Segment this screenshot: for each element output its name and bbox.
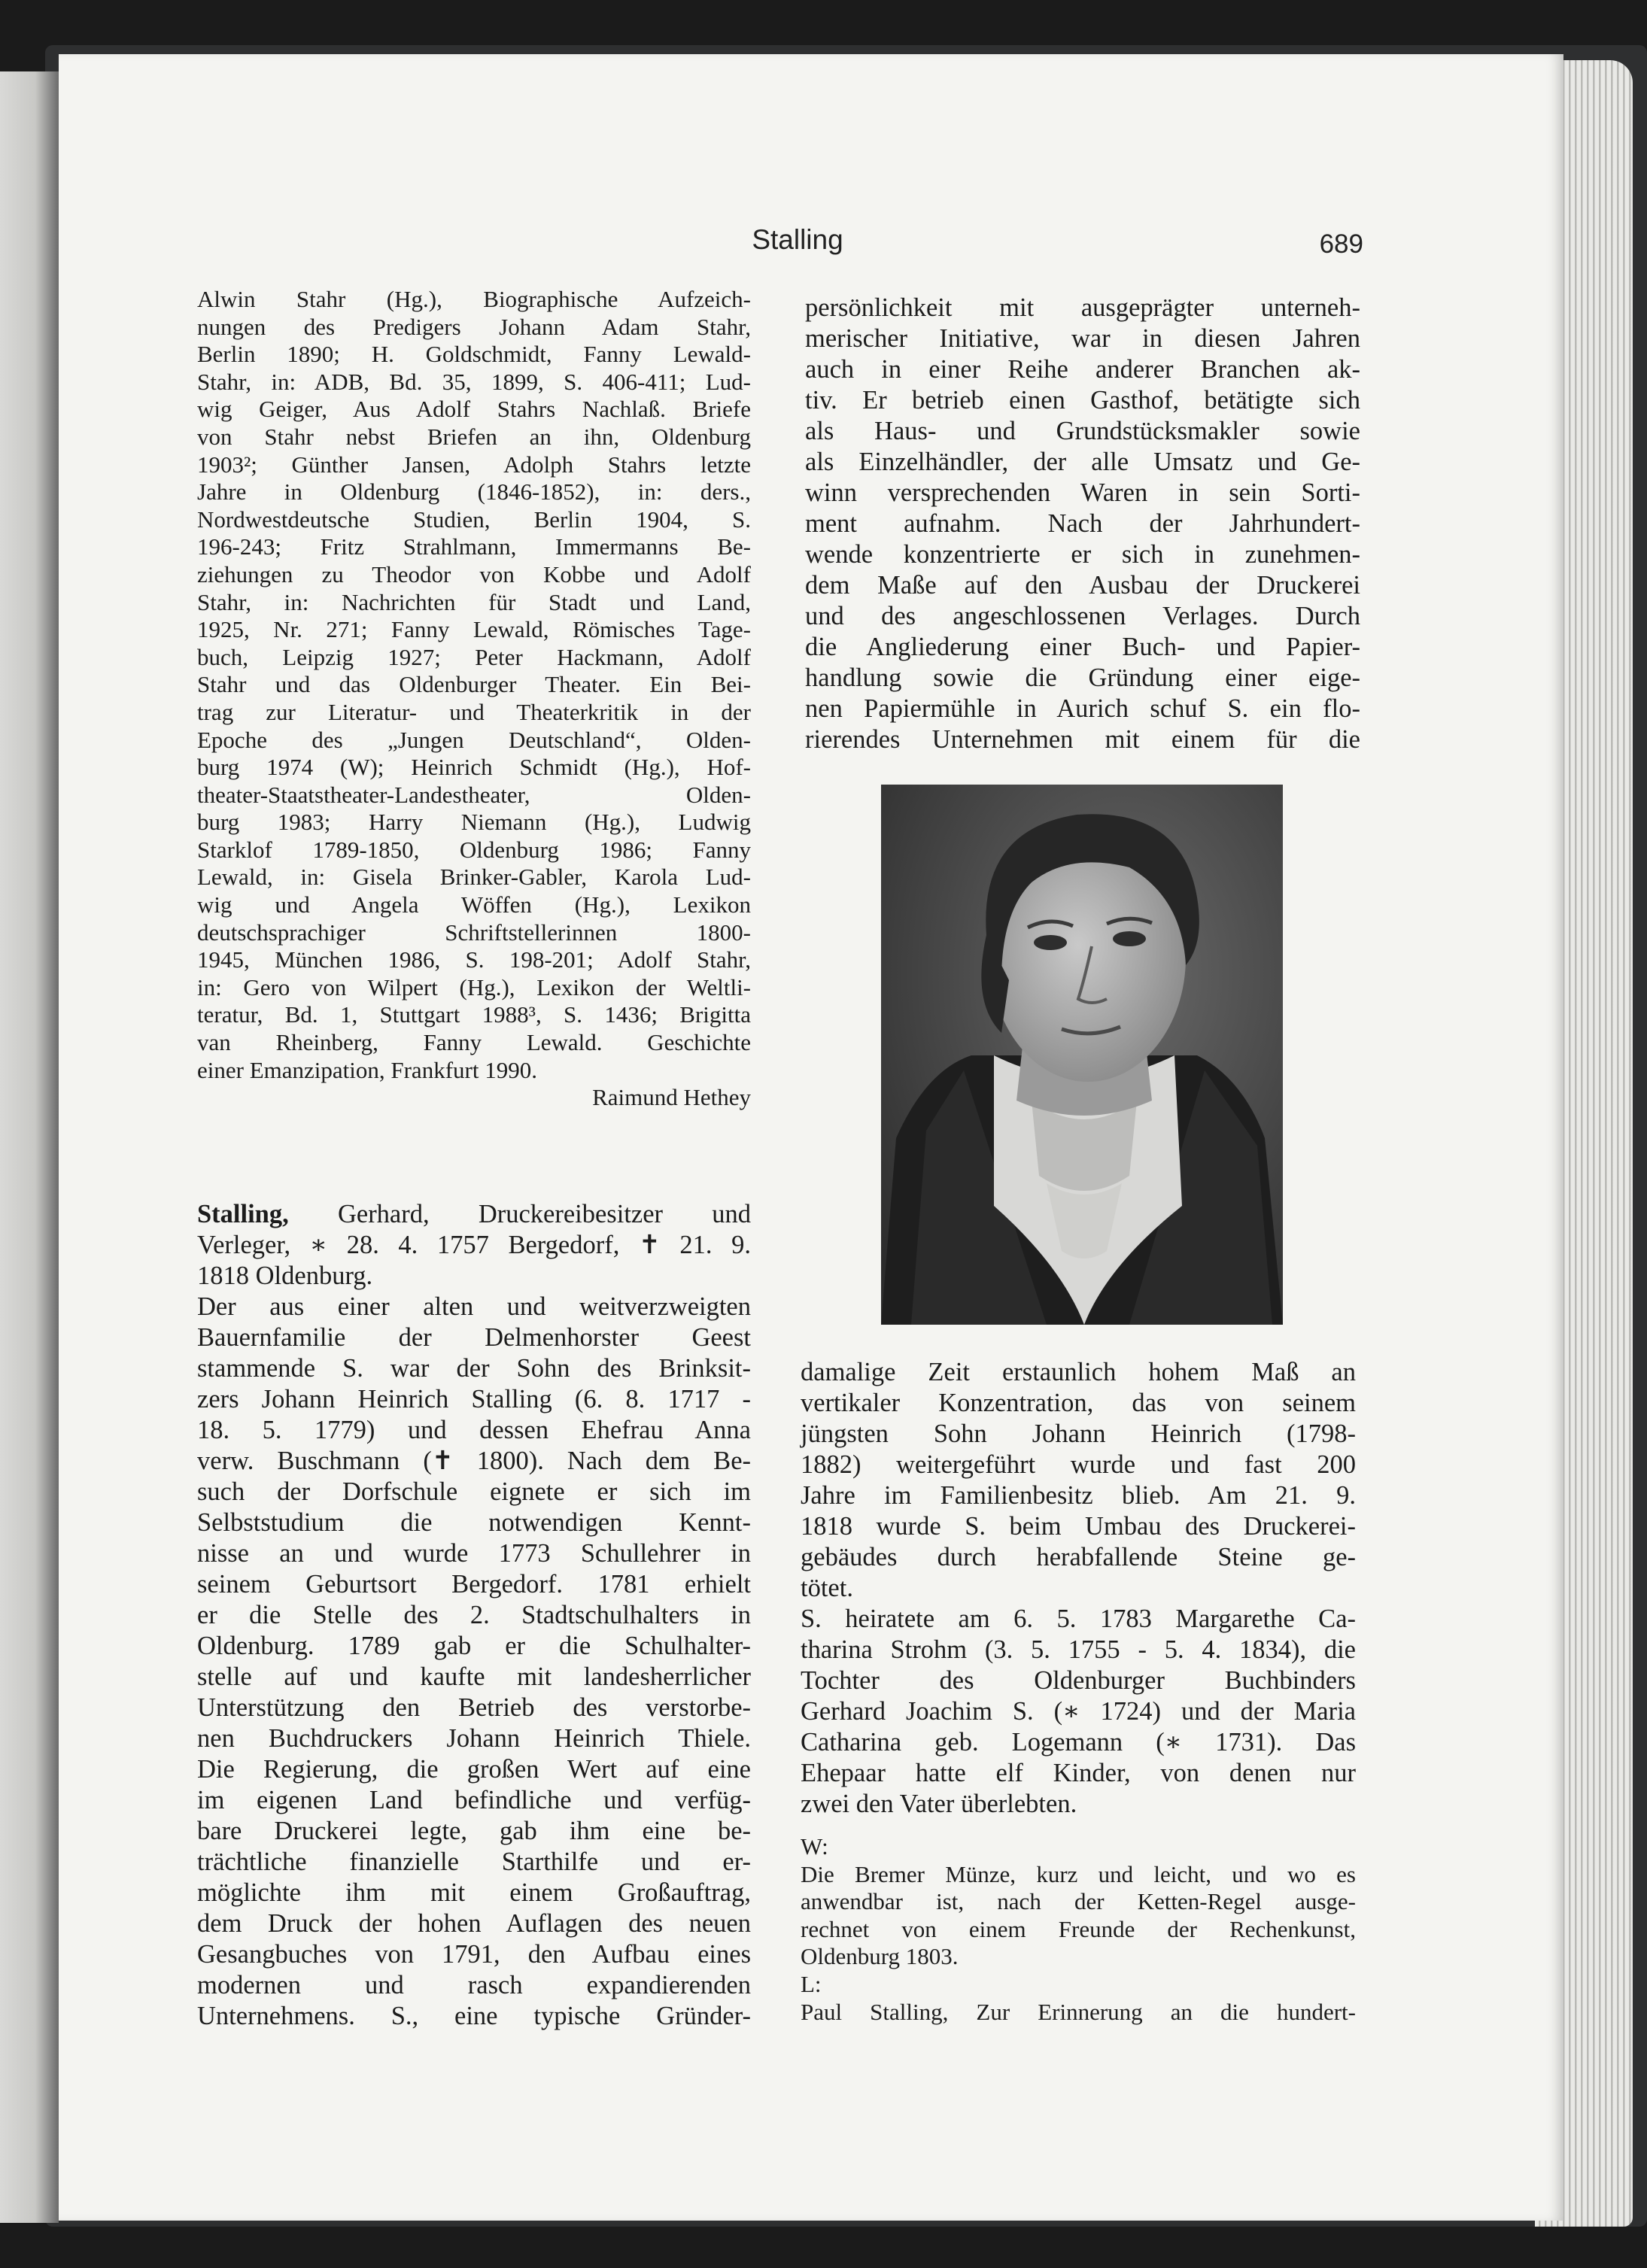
text-line: und des angeschlossenen Verlages. Durch [805,602,1360,630]
text-line: 1818 wurde S. beim Umbau des Druckerei- [801,1512,1356,1541]
text-line: damalige Zeit erstaunlich hohem Maß an [801,1358,1356,1386]
text-line: handlung sowie die Gründung einer eige- [805,663,1360,692]
text-line: Oldenburg 1803. [801,1943,959,1970]
right-top-lines [805,293,1360,755]
text-line: such der Dorfschule eignete er sich im [197,1477,751,1506]
text-line: deutschsprachiger Schriftstellerinnen 1800- [197,918,751,946]
text-line: auch in einer Reihe anderer Branchen ak- [805,355,1360,384]
works-lines [801,1861,1356,1971]
right-column-top [805,293,1360,755]
text-line: zwei den Vater überlebten. [801,1790,1077,1818]
text-line: stelle auf und kaufte mit landesherrlicher [197,1662,751,1691]
text-line: ment aufnahm. Nach der Jahrhundert- [805,509,1360,538]
text-line: Jahre im Familienbesitz blieb. Am 21. 9. [801,1481,1356,1510]
text-line: zers Johann Heinrich Stalling (6. 8. 1717 - [197,1385,751,1413]
author-signature: Raimund Hethey [592,1084,751,1111]
text-line: Lewald, in: Gisela Brinker-Gabler, Karola Lud- [197,864,751,891]
text-line: 1903²; Günther Jansen, Adolph Stahrs letzte [197,451,751,478]
text-line: trag zur Literatur- und Theaterkritik in der [197,698,751,725]
left-column-literature [197,286,751,1112]
works-label: W: [801,1833,828,1860]
text-line: tötet. [801,1574,853,1602]
text-line: ziehungen zu Theodor von Kobbe und Adolf [197,560,751,587]
text-line: buch, Leipzig 1927; Peter Hackmann, Adolf [197,643,751,670]
portrait-drawing [881,785,1283,1325]
text-line: Alwin Stahr (Hg.), Biographische Aufzeich- [197,286,751,312]
text-line: burg 1974 (W); Heinrich Schmidt (Hg.), Hof- [197,754,751,781]
text-line: Nordwestdeutsche Studien, Berlin 1904, S. [197,506,751,533]
right-bottom-lines [801,1357,1356,1820]
text-line: Verleger, ∗ 28. 4. 1757 Bergedorf, ✝ 21. 9. [197,1231,751,1259]
text-line: Starklof 1789-1850, Oldenburg 1986; Fanny [197,836,751,863]
literature-first-line: Paul Stalling, Zur Erinnerung an die hundert- [801,1998,1356,2025]
text-line: Berlin 1890; H. Goldschmidt, Fanny Lewald- [197,341,751,368]
portrait-image [881,785,1283,1325]
literature-lines [197,286,751,1084]
entry-heading-rest: Gerhard, Druckereibesitzer und [288,1200,751,1228]
text-line: nen Buchdruckers Johann Heinrich Thiele. [197,1724,751,1753]
text-line: van Rheinberg, Fanny Lewald. Geschichte [197,1029,751,1056]
text-line: dem Druck der hohen Auflagen des neuen [197,1909,751,1938]
text-line: nisse an und wurde 1773 Schullehrer in [197,1539,751,1568]
text-line: Selbststudium die notwendigen Kennt- [197,1508,751,1537]
text-line: wig Geiger, Aus Adolf Stahrs Nachlaß. Briefe [197,396,751,423]
text-line: bare Druckerei legte, gab ihm eine be- [197,1817,751,1845]
text-line: trächtliche finanzielle Starthilfe und er- [197,1847,751,1876]
left-column-entry [197,1199,751,2032]
text-line: im eigenen Land befindliche und verfüg- [197,1786,751,1814]
text-line: rierendes Unternehmen mit einem für die [805,725,1360,754]
text-line: modernen und rasch expandierenden [197,1971,751,1999]
text-line: 1882) weitergeführt wurde und fast 200 [801,1450,1356,1479]
text-line: verw. Buschmann (✝ 1800). Nach dem Be- [197,1447,751,1475]
text-line: gebäudes durch herabfallende Steine ge- [801,1543,1356,1571]
text-line: teratur, Bd. 1, Stuttgart 1988³, S. 1436; Brigitta [197,1001,751,1028]
text-line: persönlichkeit mit ausgeprägter unterneh- [805,293,1360,322]
left-page-edge [0,71,59,2223]
text-line: möglichte ihm mit einem Großauftrag, [197,1878,751,1907]
text-line: wende konzentrierte er sich in zunehmen- [805,540,1360,569]
page-number: 689 [1319,229,1363,259]
text-line: 18. 5. 1779) und dessen Ehefrau Anna [197,1416,751,1444]
text-line: jüngsten Sohn Johann Heinrich (1798- [801,1419,1356,1448]
text-line: vertikaler Konzentration, das von seinem [801,1389,1356,1417]
text-line: von Stahr nebst Briefen an ihn, Oldenburg [197,423,751,450]
entry-heading-line [197,1199,751,1230]
text-line: wig und Angela Wöffen (Hg.), Lexikon [197,891,751,918]
text-line: 1818 Oldenburg. [197,1262,373,1290]
text-line: als Einzelhändler, der alle Umsatz und Ge- [805,448,1360,476]
right-column-bottom [801,1357,1356,2026]
text-line: anwendbar ist, nach der Ketten-Regel ausge- [801,1888,1356,1915]
text-line: die Angliederung einer Buch- und Papier- [805,633,1360,661]
text-line: burg 1983; Harry Niemann (Hg.), Ludwig [197,809,751,836]
text-line: Epoche des „Jungen Deutschland“, Olden- [197,726,751,753]
text-line: 196-243; Fritz Strahlmann, Immermanns Be- [197,533,751,560]
text-line: Stahr, in: ADB, Bd. 35, 1899, S. 406-411; Lud- [197,368,751,395]
text-line: Unternehmens. S., eine typische Gründer- [197,2002,751,2030]
text-line: Stahr, in: Nachrichten für Stadt und Land, [197,588,751,615]
text-line: Gerhard Joachim S. (∗ 1724) und der Maria [801,1697,1356,1726]
text-line: tiv. Er betrieb einen Gasthof, betätigte sich [805,386,1360,414]
text-line: Bauernfamilie der Delmenhorster Geest [197,1323,751,1352]
text-line: als Haus- und Grundstücksmakler sowie [805,417,1360,445]
literature-label: L: [801,1970,822,1997]
text-line: Unterstützung den Betrieb des verstorbe- [197,1693,751,1722]
text-line: Die Regierung, die großen Wert auf eine [197,1755,751,1784]
text-line: seinem Geburtsort Bergedorf. 1781 erhielt [197,1570,751,1599]
text-line: rechnet von einem Freunde der Rechenkunst, [801,1915,1356,1942]
text-line: Tochter des Oldenburger Buchbinders [801,1666,1356,1695]
entry-body-lines [197,1230,751,2032]
text-line: Catharina geb. Logemann (∗ 1731). Das [801,1728,1356,1756]
text-line: Stahr und das Oldenburger Theater. Ein Bei- [197,671,751,698]
text-line: S. heiratete am 6. 5. 1783 Margarethe Ca- [801,1605,1356,1633]
text-line: stammende S. war der Sohn des Brinksit- [197,1354,751,1383]
works-section [801,1833,1356,2026]
text-line: 1925, Nr. 271; Fanny Lewald, Römisches Tage- [197,616,751,643]
text-line: 1945, München 1986, S. 198-201; Adolf Stahr, [197,946,751,973]
text-line: merischer Initiative, war in diesen Jahren [805,324,1360,353]
text-line: Ehepaar hatte elf Kinder, von denen nur [801,1759,1356,1787]
text-line: einer Emanzipation, Frankfurt 1990. [197,1056,537,1083]
entry-lemma: Stalling, [197,1200,289,1228]
text-line: Der aus einer alten und weitverzweigten [197,1292,751,1321]
text-line: er die Stelle des 2. Stadtschulhalters in [197,1601,751,1629]
text-line: theater-Staatstheater-Landestheater, Olden- [197,781,751,808]
text-line: in: Gero von Wilpert (Hg.), Lexikon der Weltli- [197,973,751,1000]
text-line: dem Maße auf den Ausbau der Druckerei [805,571,1360,600]
text-line: tharina Strohm (3. 5. 1755 - 5. 4. 1834), die [801,1635,1356,1664]
running-header-title: Stalling [752,224,843,255]
text-line: Die Bremer Münze, kurz und leicht, und wo es [801,1860,1356,1887]
text-line: winn versprechenden Waren in sein Sorti- [805,478,1360,507]
text-line: Oldenburg. 1789 gab er die Schulhalter- [197,1632,751,1660]
text-line: Jahre in Oldenburg (1846-1852), in: ders., [197,478,751,506]
text-line: nungen des Predigers Johann Adam Stahr, [197,313,751,340]
text-line: Gesangbuches von 1791, den Aufbau eines [197,1940,751,1969]
text-line: nen Papiermühle in Aurich schuf S. ein flo- [805,694,1360,723]
